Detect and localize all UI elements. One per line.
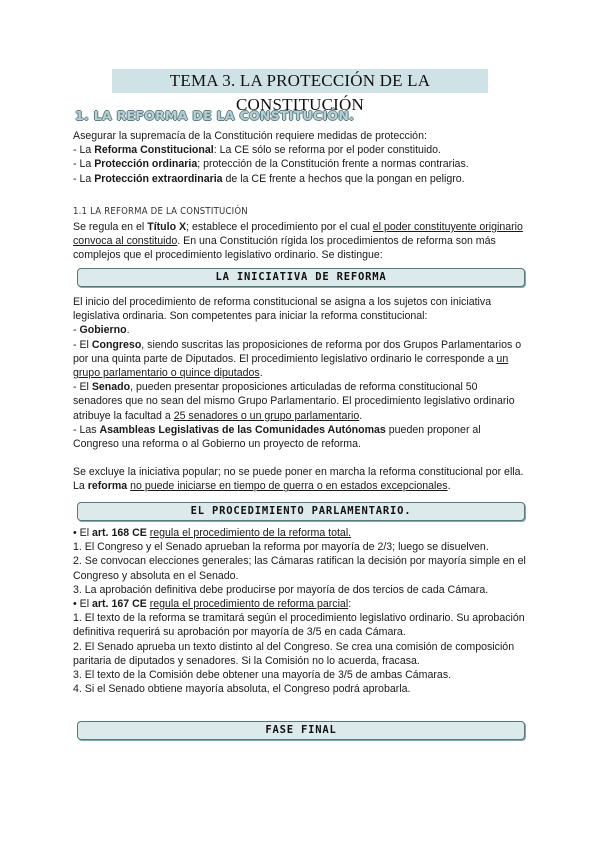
list-item: 3. El texto de la Comisión debe obtener una mayoría de 3/5 de ambas Cámaras. [73, 669, 452, 682]
text: • El [73, 598, 93, 611]
underlined-text: el poder constituyente originario convoca al constituido [73, 221, 523, 248]
intro-item [73, 172, 528, 186]
band-fase-final: FASE FINAL [77, 721, 525, 740]
list-item: 4. Si el Senado obtiene mayoría absoluta, el Congreso podrá aprobarla. [73, 683, 411, 696]
underlined-text: regula el procedimiento de la reforma total. [149, 527, 352, 539]
text: , pueden presentar proposiciones articuladas de reforma constitucional 50 senadores que no sean del mismo Grupo Parlamentario. El procedimiento legislativo ordinario atribuye la facultad a [73, 381, 515, 422]
list-item [73, 338, 528, 381]
bold-term: Congreso [91, 338, 142, 351]
list-item: 2. El Senado aprueba un texto distinto al del Congreso. Se crea una comisión de composición paritaria de diputados y senadores. Si la Comisión no lo acuerda, fracasa. [73, 640, 515, 667]
section-heading: 1. LA REFORMA DE LA CONSTITUCIÓN. [75, 108, 355, 123]
article-heading [73, 526, 528, 540]
list-item: 1. El Congreso y el Senado aprueban la reforma por mayoría de 2/3; luego se disuelven. [73, 541, 489, 554]
text: ; establece el procedimiento por el cual [186, 221, 373, 233]
bold-term: Protección ordinaria [94, 158, 198, 171]
text: : [348, 598, 352, 611]
text: - La [73, 172, 95, 185]
spacer [73, 451, 528, 465]
text: : La CE sólo se reforma por el poder constituido. [213, 144, 441, 157]
text: , siendo suscritas las proposiciones de reforma por dos Grupos Parlamentarios o por una quinta parte de Diputados. El procedimiento legislativo ordinario le corresponde a [73, 338, 522, 365]
bold-term: art. 167 CE [92, 598, 147, 611]
intro-block [73, 129, 528, 186]
intro-item [73, 143, 528, 157]
text: . [259, 367, 263, 380]
bold-term: reforma [87, 480, 128, 493]
list-item [73, 423, 528, 451]
title-banner [112, 69, 488, 114]
underlined-text: no puede iniciarse en tiempo de guerra o en estados excepcionales [130, 480, 448, 493]
iniciativa-block [73, 295, 528, 494]
procedimiento-block [73, 526, 528, 696]
bold-term: Protección extraordinaria [94, 172, 223, 185]
intro-lead: Asegurar la supremacía de la Constitución requiere medidas de protección: [73, 130, 427, 142]
page-title: TEMA 3. LA PROTECCIÓN DE LA CONSTITUCIÓN [169, 71, 431, 114]
text: de la CE frente a hechos que la pongan en peligro. [222, 172, 465, 185]
text: - La [73, 144, 95, 157]
list-item [73, 323, 528, 337]
band-iniciativa: LA INICIATIVA DE REFORMA [77, 268, 525, 287]
text: - [73, 324, 80, 337]
bold-term: Reforma Constitucional [94, 144, 214, 157]
subheading: 1.1 LA REFORMA DE LA CONSTITUCIÓN [73, 206, 248, 217]
list-item: 3. La aprobación definitiva debe producirse por mayoría de dos tercios de cada Cámara. [73, 583, 489, 596]
text: . [447, 480, 451, 493]
titulo-x-block [73, 220, 528, 263]
text: - La [73, 158, 95, 171]
bold-term: art. 168 CE [92, 527, 147, 539]
bold-term: Título X [147, 221, 187, 233]
text: • El [73, 527, 93, 539]
paragraph: El inicio del procedimiento de reforma constitucional se asigna a los sujetos con iniciativa legislativa ordinaria. Son competentes para iniciar la reforma constitucional: [73, 296, 492, 323]
list-item: 2. Se convocan elecciones generales; las Cámaras ratifican la decisión por mayoría simple en el Congreso y absoluta en el Senado. [73, 555, 526, 582]
paragraph [73, 220, 528, 263]
article-heading [73, 597, 528, 611]
text: . [359, 409, 363, 422]
intro-item [73, 157, 528, 171]
text: . [126, 324, 130, 337]
underlined-text: un grupo parlamentario o quince diputados [73, 352, 509, 380]
text: Se regula en el [73, 221, 148, 233]
text: - El [73, 381, 92, 394]
list-item [73, 380, 528, 423]
bold-term: Gobierno [79, 324, 127, 337]
band-procedimiento: EL PROCEDIMIENTO PARLAMENTARIO. [77, 502, 525, 521]
list-item: 1. El texto de la reforma se tramitará según el procedimiento legislativo ordinario. Su aprobación definitiva requerirá su aprobación por mayoría de 3/5 en cada Cámara. [73, 612, 525, 639]
paragraph [73, 465, 528, 493]
text: pueden proponer al Congreso una reforma o al Gobierno un proyecto de reforma. [73, 423, 481, 451]
underlined-text: 25 senadores o un grupo parlamentario [173, 409, 360, 422]
text: - El [73, 338, 92, 351]
text: . En una Constitución rígida los procedimientos de reforma son más complejos que el procedimiento legislativo ordinario. Se distingue: [73, 235, 496, 262]
bold-term: Asambleas Legislativas de las Comunidades Autónomas [99, 423, 386, 436]
underlined-text: regula el procedimiento de reforma parcial [149, 598, 349, 611]
text: Se excluye la iniciativa popular; no se puede poner en marcha la reforma constitucional por ella. La [73, 466, 524, 493]
text: ; protección de la Constitución frente a normas contrarias. [197, 158, 469, 171]
text: - Las [73, 423, 100, 436]
bold-term: Senado [91, 381, 131, 394]
